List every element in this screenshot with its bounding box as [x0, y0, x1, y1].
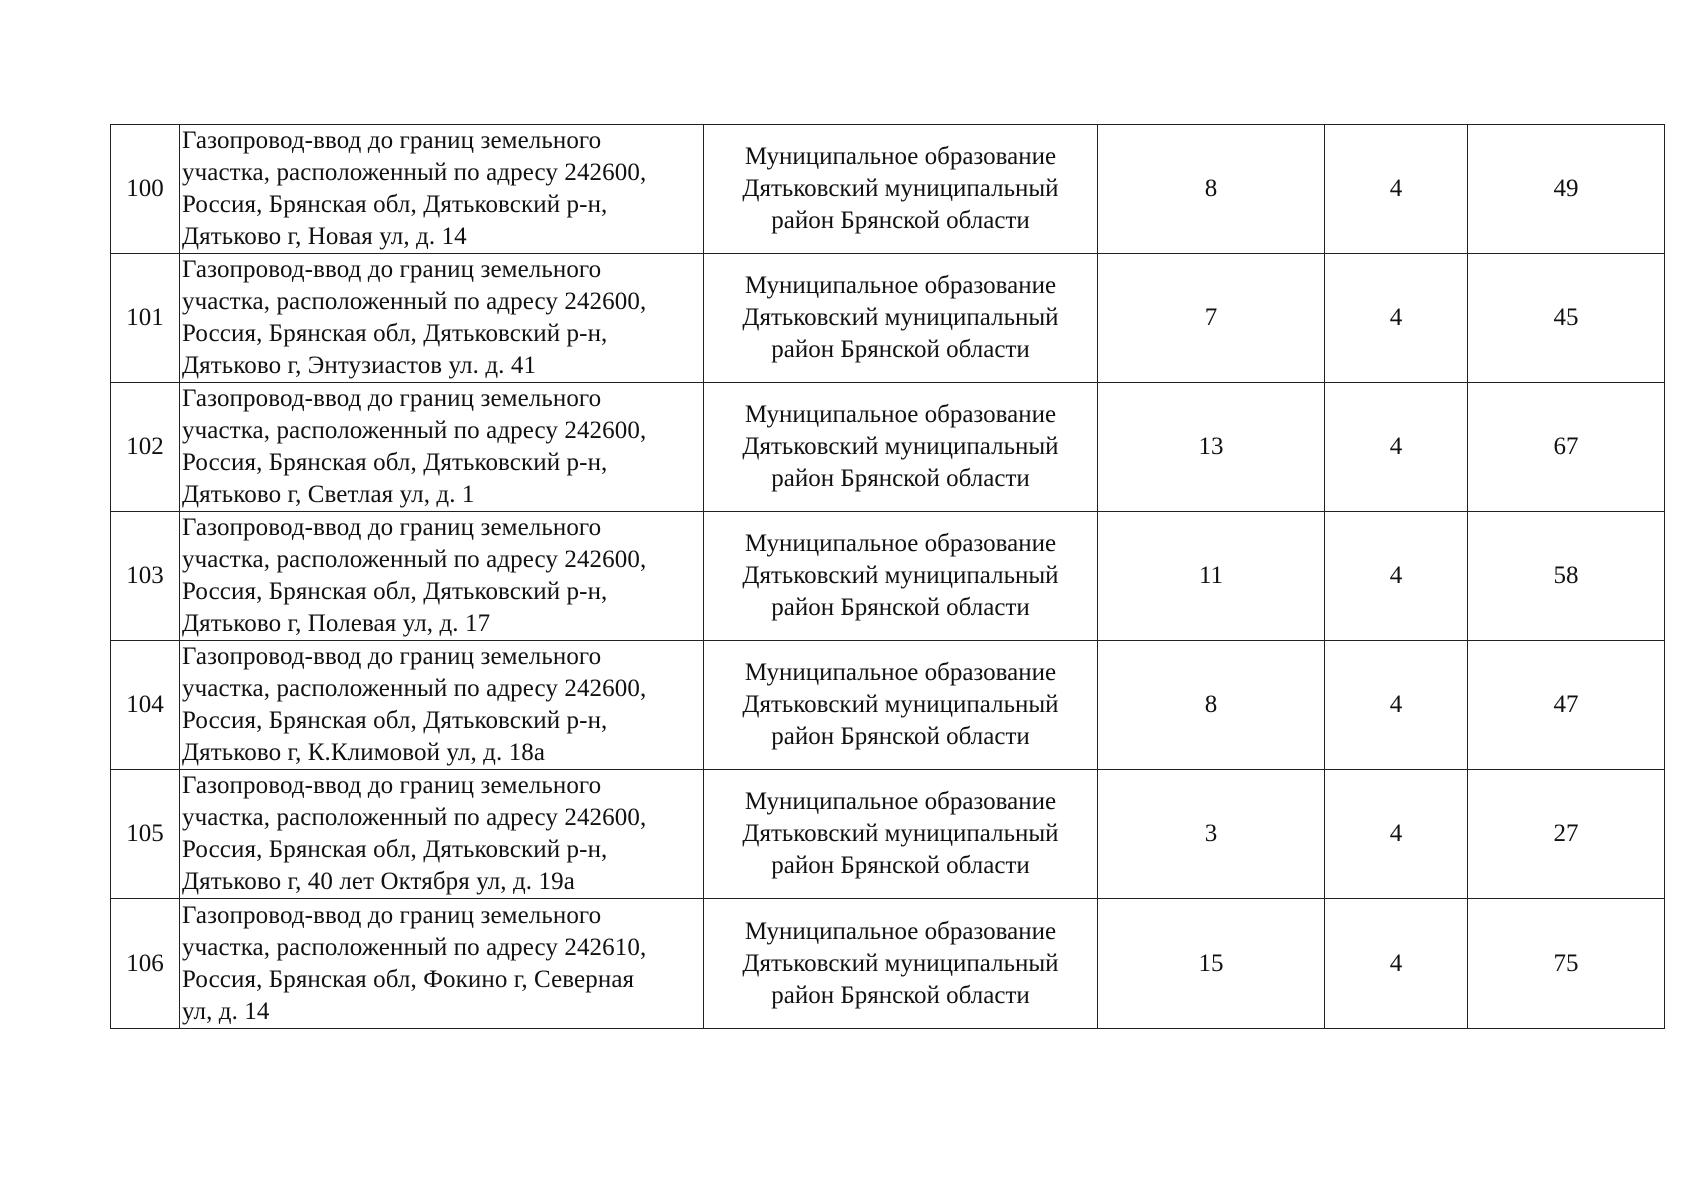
owner-cell	[704, 254, 1098, 383]
value-cell-b: 4	[1325, 125, 1468, 254]
object-description: Газопровод-ввод до границ земельного участка, расположенный по адресу 242610, Россия, Брянская обл, Фокино г, Северная ул, д. 14	[182, 901, 647, 1025]
table-row	[111, 254, 1665, 383]
value-cell-b: 4	[1325, 770, 1468, 899]
value-cell-c: 58	[1468, 512, 1665, 641]
table-row	[111, 641, 1665, 770]
owner-name: Муниципальное образование Дятьковский муниципальный район Брянской области	[742, 788, 1059, 879]
object-description-cell	[180, 125, 704, 254]
objects-table	[110, 124, 1665, 1029]
object-description: Газопровод-ввод до границ земельного участка, расположенный по адресу 242600, Россия, Брянская обл, Дятьковский р-н, Дятьково г, Полевая ул, д. 17	[182, 514, 647, 637]
value-cell-b: 4	[1325, 383, 1468, 512]
row-number: 103	[111, 512, 180, 641]
owner-cell	[704, 512, 1098, 641]
object-description-cell	[180, 641, 704, 770]
value-cell-b: 4	[1325, 512, 1468, 641]
object-description-cell	[180, 254, 704, 383]
value-cell-c: 75	[1468, 899, 1665, 1029]
row-number: 106	[111, 899, 180, 1029]
value-cell-a: 7	[1098, 254, 1325, 383]
object-description: Газопровод-ввод до границ земельного участка, расположенный по адресу 242600, Россия, Брянская обл, Дятьковский р-н, Дятьково г, 40 лет Октября ул, д. 19а	[182, 772, 647, 895]
table-row	[111, 770, 1665, 899]
row-number: 104	[111, 641, 180, 770]
value-cell-a: 8	[1098, 641, 1325, 770]
row-number: 105	[111, 770, 180, 899]
object-description-cell	[180, 899, 704, 1029]
object-description: Газопровод-ввод до границ земельного участка, расположенный по адресу 242600, Россия, Брянская обл, Дятьковский р-н, Дятьково г, К.Климовой ул, д. 18а	[182, 643, 647, 766]
value-cell-b: 4	[1325, 641, 1468, 770]
value-cell-b: 4	[1325, 899, 1468, 1029]
owner-name: Муниципальное образование Дятьковский муниципальный район Брянской области	[742, 401, 1059, 492]
value-cell-a: 13	[1098, 383, 1325, 512]
object-description: Газопровод-ввод до границ земельного участка, расположенный по адресу 242600, Россия, Брянская обл, Дятьковский р-н, Дятьково г, Светлая ул, д. 1	[182, 385, 647, 508]
owner-cell	[704, 641, 1098, 770]
row-number: 100	[111, 125, 180, 254]
object-description-cell	[180, 383, 704, 512]
owner-cell	[704, 383, 1098, 512]
row-number: 101	[111, 254, 180, 383]
owner-name: Муниципальное образование Дятьковский муниципальный район Брянской области	[742, 659, 1059, 750]
value-cell-a: 8	[1098, 125, 1325, 254]
table-row	[111, 383, 1665, 512]
object-description: Газопровод-ввод до границ земельного участка, расположенный по адресу 242600, Россия, Брянская обл, Дятьковский р-н, Дятьково г, Новая ул, д. 14	[182, 127, 647, 250]
value-cell-c: 45	[1468, 254, 1665, 383]
table-row	[111, 899, 1665, 1029]
object-description: Газопровод-ввод до границ земельного участка, расположенный по адресу 242600, Россия, Брянская обл, Дятьковский р-н, Дятьково г, Энтузиастов ул. д. 41	[182, 256, 647, 379]
owner-name: Муниципальное образование Дятьковский муниципальный район Брянской области	[742, 917, 1059, 1009]
object-description-cell	[180, 770, 704, 899]
owner-name: Муниципальное образование Дятьковский муниципальный район Брянской области	[742, 272, 1059, 363]
owner-name: Муниципальное образование Дятьковский муниципальный район Брянской области	[742, 143, 1059, 234]
owner-cell	[704, 770, 1098, 899]
table-row	[111, 512, 1665, 641]
value-cell-c: 67	[1468, 383, 1665, 512]
value-cell-a: 15	[1098, 899, 1325, 1029]
value-cell-a: 11	[1098, 512, 1325, 641]
value-cell-b: 4	[1325, 254, 1468, 383]
value-cell-a: 3	[1098, 770, 1325, 899]
owner-cell	[704, 125, 1098, 254]
value-cell-c: 47	[1468, 641, 1665, 770]
owner-cell	[704, 899, 1098, 1029]
row-number: 102	[111, 383, 180, 512]
value-cell-c: 27	[1468, 770, 1665, 899]
value-cell-c: 49	[1468, 125, 1665, 254]
table-row	[111, 125, 1665, 254]
object-description-cell	[180, 512, 704, 641]
owner-name: Муниципальное образование Дятьковский муниципальный район Брянской области	[742, 530, 1059, 621]
